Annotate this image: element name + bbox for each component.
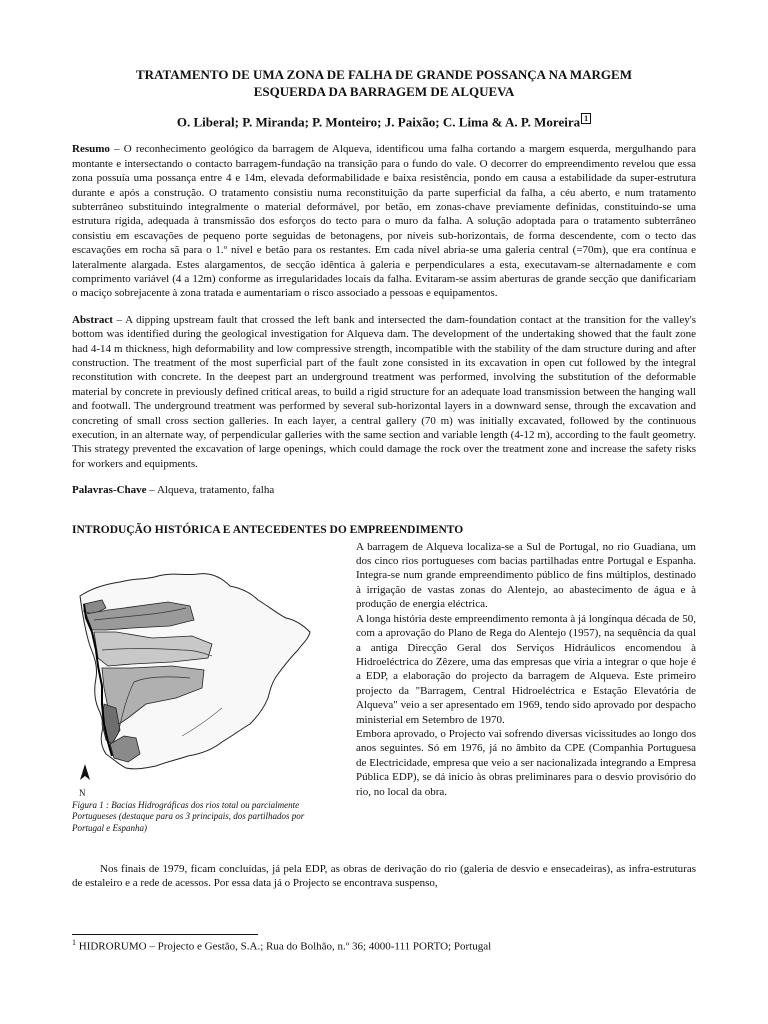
iberia-basin-map [72, 558, 314, 798]
abstract-paragraph [72, 313, 696, 471]
abstract-text: – A dipping upstream fault that crossed the left bank and intersected the dam-foundation contact at the transition for the valley's bottom was identified during the geological investigation for Alqueva dam. The development of the undertaking showed that the fault zone had 4-14 m thickness, high deformability and low compressive strength, incompatible with the stability of the dam structure during and after construction. The treatment of the most superficial part of the fault zone consisted in its excavation in open cut followed by the integral reconstitution with concrete. In the deepest part an underground treatment was performed, involving the substitution of the deformable material by concrete in previously defined critical areas, to build a rigid structure for an adequate load transmission between the hanging wall and footwall. The underground treatment was performed by several sub-horizontal layers in a downward sense, through the excavation and concreting of small cross section galleries. In each layer, a central gallery (70 m) was initially excavated, followed by the continuous execution, in an alternate way, of perpendicular galleries with the same section and variable length (4-12 m), according to the fault geometry. This strategy prevented the excavation of large openings, which could damage the rock over the treatment zone and increase the safety risks for workers and equipments. [72, 313, 696, 470]
footnote-mark: 1 [72, 938, 76, 947]
keywords-label: Palavras-Chave [72, 484, 147, 497]
title-line-1: TRATAMENTO DE UMA ZONA DE FALHA DE GRANDE POSSANÇA NA MARGEM [136, 67, 632, 82]
resumo-label: Resumo [72, 143, 110, 156]
keywords-text: – Alqueva, tratamento, falha [146, 484, 275, 497]
abstract-label: Abstract [72, 313, 113, 326]
intro-paragraph-3: Embora aprovado, o Projecto vai sofrendo diversas vicissitudes ao longo dos anos seguintes. Só em 1976, já no âmbito da CPE (Companhia Portuguesa de Electricidade, empresa que veio a ser nacionalizada integrando a Empresa Pública EDP), se dá início às obras preliminares para o desvio provisório do rio, no local da obra. [356, 727, 696, 798]
paper-page [72, 66, 696, 890]
north-label: N [79, 787, 86, 798]
footnote [72, 938, 491, 953]
intro-paragraph-4: Nos finais de 1979, ficam concluídas, já pela EDP, as obras de derivação do rio (galeria de desvio e ensecadeiras), as infra-estruturas de estaleiro e a rede de acessos. Por essa data já o Projecto se encontrava suspenso, [72, 862, 696, 890]
author-names: O. Liberal; P. Miranda; P. Monteiro; J. Paixão; C. Lima & A. P. Moreira [176, 114, 581, 130]
footnote-text: HIDRORUMO – Projecto e Gestão, S.A.; Rua do Bolhão, n.º 36; 4000-111 PORTO; Portugal [76, 940, 492, 953]
title-line-2: ESQUERDA DA BARRAGEM DE ALQUEVA [253, 84, 515, 99]
intro-right-column [356, 540, 696, 799]
intro-paragraph-1: A barragem de Alqueva localiza-se a Sul de Portugal, no rio Guadiana, um dos cinco rios portugueses com bacias partilhadas entre Portugal e Espanha. Integra-se num grande empreendimento público de fins múltiplos, destinado à irrigação de vastas zonas do Alentejo, ao abastecimento de água e à produção de energia eléctrica. [356, 540, 696, 611]
intro-two-column [72, 540, 696, 858]
paper-title [72, 66, 696, 100]
keywords-paragraph [72, 483, 696, 497]
figure-1 [72, 558, 314, 835]
footnote-rule [72, 934, 258, 935]
author-list [72, 113, 696, 130]
intro-paragraph-2: A longa história deste empreendimento remonta à já longínqua década de 50, com a aprovação do Plano de Rega do Alentejo (1957), na sequência da qual a antiga Direcção Geral dos Serviços Hidráulicos encomendou à Hidroeléctrica do Zêzere, uma das empresas que viria a integrar o que hoje é a EDP, a elaboração do projecto da barragem de Alqueva. Este primeiro projecto da "Barragem, Central Hidroeléctrica e Estação Elevatória de Alqueva" veio a ser apresentado em 1969, tendo sido aprovado por despacho ministerial em Setembro de 1970. [356, 612, 696, 726]
section-heading: INTRODUÇÃO HISTÓRICA E ANTECEDENTES DO EMPREENDIMENTO [72, 523, 464, 536]
resumo-text: – O reconhecimento geológico da barragem de Alqueva, identificou uma falha cortando a margem esquerda, mergulhando para montante e intersectando o contacto barragem-fundação na transição para o fundo do vale. O decorrer do empreendimento revelou que essa zona possuía uma possança entre 4 e 14m, elevada deformabilidade e baixa resistência, pondo em causa a estabilidade da super-estrutura durante e após a construção. O tratamento consistiu numa reconstituição da parte superficial da falha, a céu aberto, e num tratamento subterrâneo substituindo integralmente o material deformável, por betão, em zonas-chave previamente definidas, constituindo-se uma estrutura rígida, adequada à transmissão dos esforços do tecto para o muro da falha. A solução adoptada para o tratamento subterrâneo consistiu em escavações de pequeno porte seguidas de betonagens, por níveis sub-horizontais, de forma descendente, com o tecto das escavações em rocha sã para o 1.º nível e betão para os restantes. Em cada nível abria-se uma galeria central (=70m), que era contínua e lateralmente alargada. Estes alargamentos, de secção idêntica à galeria e perpendiculares a esta, executavam-se alternadamente e com comprimento variável (4 a 12m) conforme as irregularidades locais da falha. Evitaram-se assim aberturas de grande secção que danificariam o maciço sobrejacente à zona tratada e aumentariam o risco associado a pessoas e equipamentos. [72, 143, 696, 300]
author-footnote-mark[interactable]: 1 [581, 113, 591, 124]
resumo-paragraph [72, 142, 696, 300]
north-arrow [79, 764, 90, 798]
figure-caption: Figura 1 : Bacias Hidrográficas dos rios total ou parcialmente Portugueses (destaque para os 3 principais, dos partilhados por Portugal e Espanha) [72, 799, 305, 833]
